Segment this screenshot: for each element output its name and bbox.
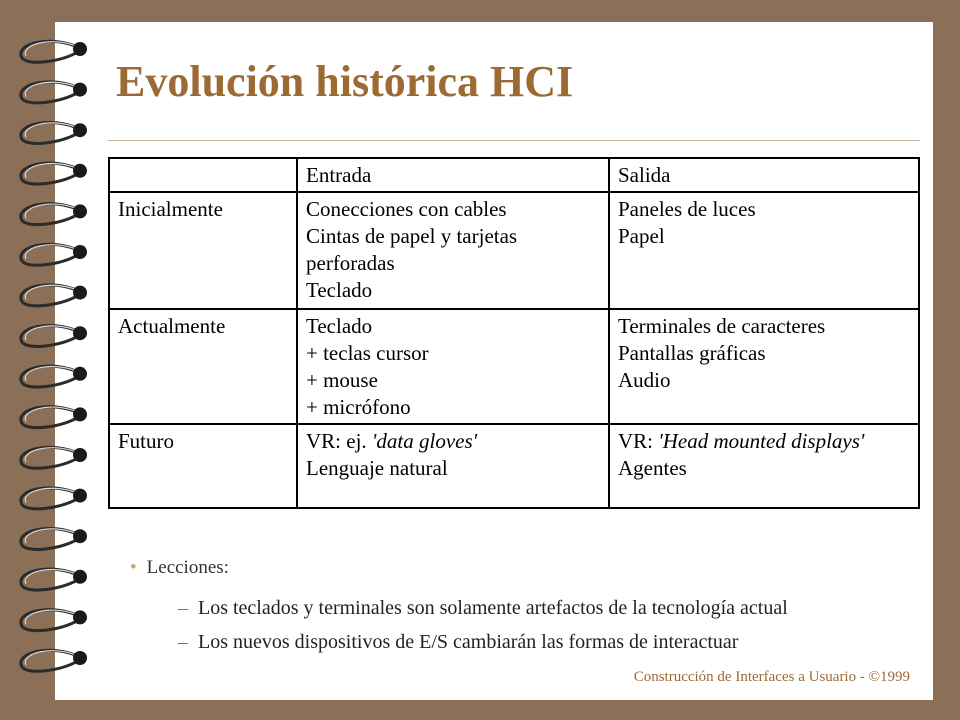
binding-ring-icon: [21, 325, 87, 346]
row-label-inicialmente: Inicialmente: [109, 192, 297, 309]
table-row: [109, 309, 919, 424]
binding-ring-icon: [21, 528, 87, 549]
lesson-item: [178, 631, 738, 654]
lesson-item: [178, 597, 788, 620]
slide-footer: Construcción de Interfaces a Usuario - ©1999: [633, 669, 910, 685]
bullet-icon: •: [130, 557, 137, 578]
cell-salida-inicialmente: Paneles de luces Papel: [609, 192, 919, 309]
binding-ring-icon: [21, 285, 87, 306]
binding-ring-icon: [21, 41, 87, 62]
spiral-binding-icon: [0, 0, 120, 720]
salida-prefix: VR:: [618, 429, 659, 453]
lesson-text: Los teclados y terminales son solamente artefactos de la tecnología actual: [198, 597, 788, 619]
cell-entrada-actualmente: Teclado + teclas cursor + mouse + micrófono: [297, 309, 609, 424]
table-row: [109, 192, 919, 309]
binding-ring-icon: [21, 650, 87, 671]
header-cell-entrada: Entrada: [297, 158, 609, 192]
title-divider: [108, 140, 920, 141]
cell-entrada-futuro: [297, 424, 609, 508]
binding-ring-icon: [21, 122, 87, 143]
header-cell-salida: Salida: [609, 158, 919, 192]
salida-rest: Agentes: [618, 456, 687, 480]
binding-ring-icon: [21, 82, 87, 103]
hci-evolution-table: [108, 157, 920, 509]
row-label-actualmente: Actualmente: [109, 309, 297, 424]
binding-ring-icon: [21, 610, 87, 631]
header-cell-empty: [109, 158, 297, 192]
cell-salida-futuro: [609, 424, 919, 508]
table-row: [109, 424, 919, 508]
entrada-rest: Lenguaje natural: [306, 456, 448, 480]
lessons-label: Lecciones:: [146, 557, 229, 578]
binding-ring-icon: [21, 163, 87, 184]
cell-entrada-inicialmente: Conecciones con cables Cintas de papel y tarjetas perforadas Teclado: [297, 192, 609, 309]
lessons-bullet: [130, 557, 229, 579]
salida-italic-term: 'Head mounted displays': [658, 429, 865, 453]
binding-ring-icon: [21, 366, 87, 387]
binding-ring-icon: [21, 569, 87, 590]
binding-ring-icon: [21, 244, 87, 265]
binding-ring-icon: [21, 407, 87, 428]
dash-icon: –: [178, 631, 188, 653]
binding-ring-icon: [21, 204, 87, 225]
lesson-text: Los nuevos dispositivos de E/S cambiarán las formas de interactuar: [198, 631, 739, 653]
entrada-italic-term: 'data gloves': [371, 429, 478, 453]
entrada-prefix: VR: ej.: [306, 429, 372, 453]
slide-title: Evolución histórica HCI: [116, 57, 574, 106]
binding-ring-icon: [21, 447, 87, 468]
cell-salida-actualmente: Terminales de caracteres Pantallas gráficas Audio: [609, 309, 919, 424]
table-header-row: [109, 158, 919, 192]
dash-icon: –: [178, 597, 188, 619]
binding-ring-icon: [21, 488, 87, 509]
row-label-futuro: Futuro: [109, 424, 297, 508]
